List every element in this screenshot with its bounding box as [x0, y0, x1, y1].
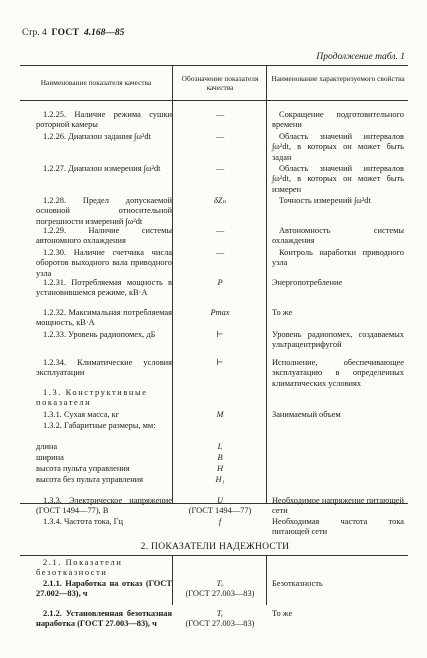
row-name-133: 1.3.3. Электрическое напряжение (ГОСТ 1494—77), В — [36, 496, 172, 516]
row-property-1225: Сокращение подготовительного времени — [272, 110, 404, 130]
row-symbol-1234: ⊢ — [216, 358, 224, 367]
row-symbol-212: Tᵧ — [216, 609, 224, 618]
row-symbol2-133: (ГОСТ 1494—77) — [188, 506, 252, 515]
row-symbol-211: Tₒ — [216, 579, 224, 588]
row-name-height-panel: высота пульта управления — [36, 464, 130, 473]
row-symbol-1228: δZₙ — [214, 196, 226, 205]
row-property-1229: Автономность системы охлаждения — [272, 226, 404, 246]
row-symbol-1232: Pmax — [210, 308, 230, 317]
row-name-1227: 1.2.27. Диапазон измерения ∫ω²dt — [43, 164, 161, 173]
row-name-1233: 1.2.33. Уровень радиопомех, дБ — [43, 330, 156, 339]
row-property-1227: Область значений интервалов ∫ω²dt, в которых он может быть измерен — [272, 164, 404, 194]
standard-prefix: ГОСТ — [51, 28, 80, 38]
row-property-1231: Энергопотребление — [272, 278, 343, 287]
row-symbol-134: f — [218, 517, 222, 526]
row-symbol-1225: — — [215, 110, 225, 119]
row-property-1230: Контроль наработки приводного узла — [272, 248, 404, 268]
row-property-1232: То же — [272, 308, 293, 317]
row-symbol-width: B — [217, 453, 223, 462]
row-name-length: длина — [36, 442, 58, 451]
column-header-symbol: Обозначение показателя качества — [181, 74, 259, 92]
row-name-1228: 1.2.28. Предел допускаемой основной относительной погрешности измерений ∫ω²dt — [36, 196, 172, 226]
row-name-1225: 1.2.25. Наличие режима сушки роторной камеры — [36, 110, 172, 130]
row-name-134: 1.3.4. Частота тока, Гц — [43, 517, 123, 526]
row-symbol2-212: (ГОСТ 27.003—83) — [185, 619, 255, 628]
row-symbol-length: L — [217, 442, 223, 451]
row-name-212: 2.1.2. Установленная безотказная наработка (ГОСТ 27.003—83), ч — [36, 609, 172, 629]
row-symbol-1230: — — [215, 248, 225, 257]
row-symbol-133: U — [216, 496, 224, 505]
row-name-height-no-panel: высота без пульта управления — [36, 475, 144, 484]
table-continuation-label: Продолжение табл. 1 — [316, 52, 405, 62]
column-divider-2 — [266, 65, 267, 503]
row-property-134: Необходимая частота тока питающей сети — [272, 517, 404, 537]
row-property-1234: Исполнение, обеспечивающее эксплуатацию в определенных климатических условиях — [272, 358, 404, 388]
section2-top-rule — [20, 555, 408, 556]
row-name-1231: 1.2.31. Потребляемая мощность в установившемся режиме, кВ·А — [36, 278, 172, 298]
row-symbol-1226: — — [215, 132, 225, 141]
row-name-1226: 1.2.26. Диапазон задания ∫ω²dt — [43, 132, 151, 141]
page-header — [22, 28, 124, 38]
standard-number: 4.168—85 — [83, 28, 125, 38]
row-symbol-1229: — — [215, 226, 225, 235]
row-name-211: 2.1.1. Наработка на отказ (ГОСТ 27.002—83), ч — [36, 579, 172, 599]
section2-divider-2 — [266, 555, 267, 605]
column-header-name: Наименование показателя качества — [40, 78, 152, 87]
section2-divider-1 — [172, 555, 173, 605]
row-property-131: Занимаемый объем — [272, 410, 341, 419]
row-name-width: ширина — [36, 453, 64, 462]
row-name-1229: 1.2.29. Наличие системы автономного охлаждения — [36, 226, 172, 246]
row-property-1228: Точность измерений ∫ω²dt — [279, 196, 371, 205]
row-name-1230: 1.2.30. Наличие счетчика числа оборотов выходного вала приводного узла — [36, 248, 172, 278]
column-header-property: Наименование характеризуемого свойства — [271, 74, 405, 83]
row-property-211: Безотказность — [272, 579, 323, 588]
row-name-131: 1.3.1. Сухая масса, кг — [43, 410, 120, 419]
row-name-1232: 1.2.32. Максимальная потребляемая мощность, кВ·А — [36, 308, 172, 328]
group-title-21: 2.1. Показатели безотказности — [36, 558, 123, 578]
row-symbol-131: M — [216, 410, 224, 419]
column-divider-1 — [172, 65, 173, 503]
row-property-212: То же — [272, 609, 293, 618]
row-name-132: 1.3.2. Габаритные размеры, мм: — [43, 421, 156, 430]
row-symbol-1231: P — [217, 278, 223, 287]
row-property-1233: Уровень радиопомех, создаваемых ультрацентрифугой — [272, 330, 404, 350]
row-symbol-1227: — — [215, 164, 225, 173]
group-title-13: 1.3. Конструктивные показатели — [36, 388, 148, 408]
row-symbol-1233: ⊢ — [216, 330, 224, 339]
section-title-reliability: 2. ПОКАЗАТЕЛИ НАДЕЖНОСТИ — [140, 542, 290, 552]
table-top-rule — [20, 65, 408, 66]
page-number: Стр. 4 — [22, 28, 47, 38]
table-header-rule — [20, 100, 408, 101]
row-property-133: Необходимое напряжение питающей сети — [272, 496, 404, 516]
row-name-1234: 1.2.34. Климатические условия эксплуатации — [36, 358, 172, 378]
row-symbol-height-no-panel: H₁ — [215, 475, 225, 484]
row-symbol2-211: (ГОСТ 27.003—83) — [185, 589, 255, 598]
row-symbol-height-panel: H — [216, 464, 224, 473]
row-property-1226: Область значений интервалов ∫ω²dt, в которых он может быть задан — [272, 132, 404, 162]
